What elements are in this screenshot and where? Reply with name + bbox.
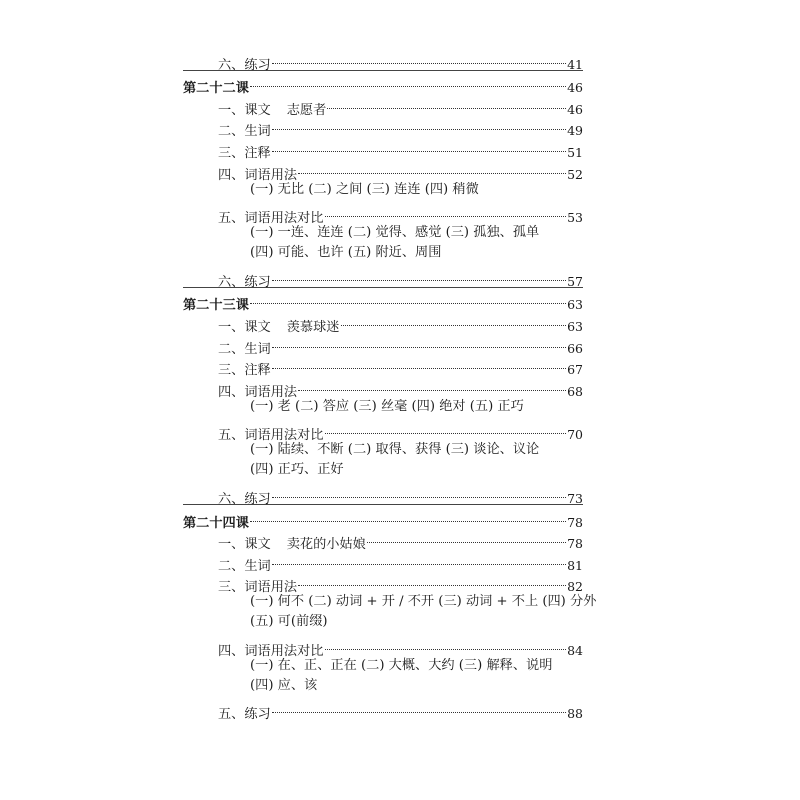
toc-page-number: 41 [567, 56, 583, 72]
toc-item-line: (四) 应、该 [250, 677, 318, 693]
dot-leader [298, 157, 566, 179]
toc-item-line: (一) 一连、连连 (二) 觉得、感觉 (三) 孤独、孤单 [250, 225, 540, 241]
toc-page-number: 63 [567, 297, 583, 313]
toc-section-entry[interactable] [183, 47, 583, 73]
toc-section-entry[interactable] [183, 697, 583, 723]
toc-page-number: 78 [567, 536, 583, 552]
toc-item-line: (四) 正巧、正好 [250, 462, 344, 478]
toc-page-number: 49 [567, 123, 583, 139]
toc-entry-title [218, 339, 271, 361]
toc-page-number: 63 [567, 318, 583, 334]
toc-entry-title [218, 556, 271, 578]
toc-page-number: 46 [567, 80, 583, 96]
toc-page-number: 51 [567, 144, 583, 160]
dot-leader [272, 331, 566, 353]
toc-page-number: 52 [567, 166, 583, 182]
toc-entry-title [218, 121, 271, 143]
dot-leader [298, 374, 566, 396]
toc-entry-subtitle: 卖花的小姑娘 [286, 537, 366, 553]
dot-leader [250, 288, 566, 310]
dot-leader [272, 47, 566, 69]
toc-entry-title [183, 78, 249, 100]
toc-item-line: (一) 何不 (二) 动词 + 开 / 不开 (三) 动词 + 不上 (四) 分外 [250, 594, 597, 610]
toc-entry-title [183, 295, 249, 317]
dot-leader [272, 481, 566, 503]
toc-page-number: 70 [567, 427, 583, 443]
toc-page-number: 78 [567, 514, 583, 530]
dot-leader [272, 114, 566, 136]
dot-leader [272, 548, 566, 570]
dot-leader [341, 309, 567, 331]
toc-page-number: 88 [567, 706, 583, 722]
toc-section-entry[interactable] [183, 201, 583, 227]
dot-leader [250, 71, 566, 93]
toc-item-line: (一) 陆续、不断 (二) 取得、获得 (三) 谈论、议论 [250, 442, 540, 458]
toc-item-line: (一) 老 (二) 答应 (三) 丝毫 (四) 绝对 (五) 正巧 [250, 398, 524, 414]
toc-section-entry[interactable] [183, 418, 583, 444]
toc-entry-title-text: 三、注释 [218, 363, 271, 379]
dot-leader [272, 697, 566, 719]
toc-entry-title-text: 三、注释 [218, 145, 271, 161]
toc-entry-title-text: 第二十三课 [183, 298, 249, 314]
dot-leader [325, 201, 567, 223]
toc-page-number: 68 [567, 383, 583, 399]
toc-entry-title-text: 二、生词 [218, 124, 271, 140]
toc-entry-title-text: 第二十四课 [183, 515, 249, 531]
toc-entry-title-text: 一、课文 [218, 319, 271, 335]
toc-section-entry[interactable] [183, 264, 583, 290]
toc-section-entry[interactable] [183, 633, 583, 659]
toc-entry-title-text: 六、练习 [218, 274, 271, 290]
toc-entry-title-text: 二、生词 [218, 341, 271, 357]
toc-entry-title-text: 三、词语用法 [218, 580, 298, 596]
toc-section-entry[interactable] [183, 481, 583, 507]
dot-leader [272, 135, 566, 157]
dot-leader [298, 570, 566, 592]
toc-page-number: 57 [567, 273, 583, 289]
toc-item-line: (四) 可能、也许 (五) 附近、周围 [250, 245, 442, 261]
toc-entry-title-text: 第二十二课 [183, 81, 249, 97]
toc-page-number: 81 [567, 557, 583, 573]
dot-leader [272, 353, 566, 375]
toc-entry-title-text: 一、课文 [218, 102, 271, 118]
dot-leader [272, 264, 566, 286]
toc-page-number: 53 [567, 210, 583, 226]
toc-entry-title [218, 143, 271, 165]
toc-entry-subtitle: 志愿者 [286, 102, 327, 118]
toc-item-line: (一) 无比 (二) 之间 (三) 连连 (四) 稍微 [250, 181, 479, 197]
toc-entry-title-text: 四、词语用法 [218, 167, 298, 183]
dot-leader [250, 505, 566, 527]
dot-leader [327, 92, 566, 114]
toc-page-number: 66 [567, 340, 583, 356]
toc-item-line: (一) 在、正、正在 (二) 大概、大约 (三) 解释、说明 [250, 657, 553, 673]
toc-page-number: 82 [567, 579, 583, 595]
toc-page-number: 67 [567, 362, 583, 378]
toc-page-number: 46 [567, 101, 583, 117]
toc-entry-title-text: 二、生词 [218, 558, 271, 574]
toc-page-number: 84 [567, 642, 583, 658]
toc-entry-title [183, 513, 249, 535]
toc-page-number: 73 [567, 490, 583, 506]
toc-entry-title-text: 五、练习 [218, 707, 271, 723]
dot-leader [325, 633, 567, 655]
toc-entry-title-text: 六、练习 [218, 57, 271, 73]
toc-entry-title [218, 704, 271, 726]
toc-entry-title [218, 360, 271, 382]
toc-entry-title-text: 五、词语用法对比 [218, 211, 324, 227]
table-of-contents [183, 47, 597, 723]
dot-leader [367, 527, 566, 549]
toc-entry-title-text: 四、词语用法对比 [218, 643, 324, 659]
dot-leader [325, 418, 567, 440]
toc-item-line: (五) 可(前缀) [250, 614, 328, 630]
toc-entry-title-text: 四、词语用法 [218, 384, 298, 400]
toc-entry-subtitle: 羡慕球迷 [286, 319, 340, 335]
toc-entry-title-text: 一、课文 [218, 537, 271, 553]
toc-entry-title-text: 六、练习 [218, 491, 271, 507]
toc-entry-title-text: 五、词语用法对比 [218, 428, 324, 444]
